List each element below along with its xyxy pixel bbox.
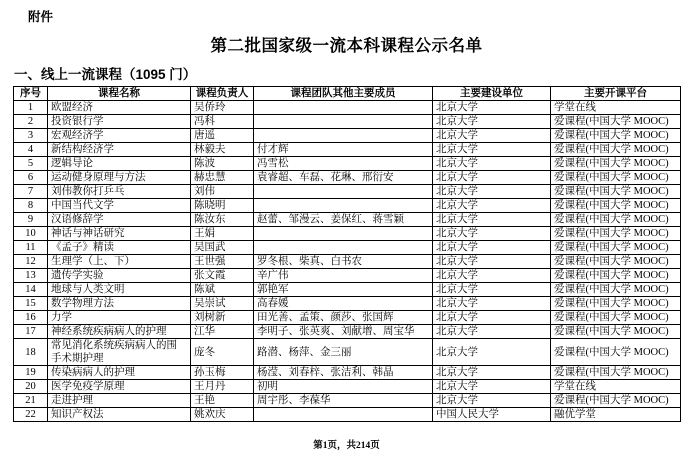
cell-members bbox=[254, 185, 433, 199]
table-row bbox=[14, 143, 681, 157]
cell-no: 2 bbox=[14, 115, 48, 129]
table-row bbox=[14, 311, 681, 325]
cell-leader: 吴国武 bbox=[191, 241, 254, 255]
cell-no: 1 bbox=[14, 101, 48, 115]
cell-course: 运动健身原理与方法 bbox=[48, 171, 191, 185]
cell-unit: 北京大学 bbox=[433, 339, 551, 366]
cell-platform: 爱课程(中国大学 MOOC) bbox=[551, 394, 681, 408]
cell-no: 12 bbox=[14, 255, 48, 269]
cell-unit: 北京大学 bbox=[433, 199, 551, 213]
cell-platform: 爱课程(中国大学 MOOC) bbox=[551, 157, 681, 171]
cell-members: 袁睿超、车磊、花琳、邢衍安 bbox=[254, 171, 433, 185]
cell-platform: 爱课程(中国大学 MOOC) bbox=[551, 227, 681, 241]
cell-platform: 爱课程(中国大学 MOOC) bbox=[551, 171, 681, 185]
cell-unit: 北京大学 bbox=[433, 325, 551, 339]
cell-no: 20 bbox=[14, 380, 48, 394]
cell-no: 3 bbox=[14, 129, 48, 143]
cell-no: 15 bbox=[14, 297, 48, 311]
cell-platform: 爱课程(中国大学 MOOC) bbox=[551, 115, 681, 129]
cell-members: 初明 bbox=[254, 380, 433, 394]
cell-course: 走进护理 bbox=[48, 394, 191, 408]
cell-leader: 张文霞 bbox=[191, 269, 254, 283]
cell-members bbox=[254, 227, 433, 241]
cell-leader: 冯科 bbox=[191, 115, 254, 129]
cell-members bbox=[254, 115, 433, 129]
cell-members: 赵蕾、邹漫云、姜保红、蒋雪颖 bbox=[254, 213, 433, 227]
cell-course: 宏观经济学 bbox=[48, 129, 191, 143]
cell-members: 罗冬根、柴真、白书农 bbox=[254, 255, 433, 269]
cell-unit: 北京大学 bbox=[433, 269, 551, 283]
cell-no: 19 bbox=[14, 366, 48, 380]
cell-unit: 北京大学 bbox=[433, 143, 551, 157]
cell-course: 神经系统疾病病人的护理 bbox=[48, 325, 191, 339]
cell-platform: 爱课程(中国大学 MOOC) bbox=[551, 366, 681, 380]
cell-members: 杨滢、刘春梓、张洁利、韩晶 bbox=[254, 366, 433, 380]
cell-course: 刘伟教你打乒乓 bbox=[48, 185, 191, 199]
cell-unit: 北京大学 bbox=[433, 366, 551, 380]
cell-platform: 学堂在线 bbox=[551, 101, 681, 115]
cell-unit: 北京大学 bbox=[433, 185, 551, 199]
cell-leader: 吴崇试 bbox=[191, 297, 254, 311]
cell-unit: 北京大学 bbox=[433, 115, 551, 129]
table-row bbox=[14, 380, 681, 394]
cell-no: 8 bbox=[14, 199, 48, 213]
cell-platform: 爱课程(中国大学 MOOC) bbox=[551, 325, 681, 339]
table-row bbox=[14, 394, 681, 408]
cell-members bbox=[254, 129, 433, 143]
cell-no: 6 bbox=[14, 171, 48, 185]
cell-leader: 陈波 bbox=[191, 157, 254, 171]
cell-course: 力学 bbox=[48, 311, 191, 325]
cell-leader: 林毅夫 bbox=[191, 143, 254, 157]
cell-members: 周宇彤、李葆华 bbox=[254, 394, 433, 408]
section-heading: 一、线上一流课程（1095 门） bbox=[14, 67, 197, 82]
cell-platform: 学堂在线 bbox=[551, 380, 681, 394]
table-row bbox=[14, 115, 681, 129]
cell-no: 17 bbox=[14, 325, 48, 339]
cell-no: 7 bbox=[14, 185, 48, 199]
table-row bbox=[14, 269, 681, 283]
cell-members: 辛广伟 bbox=[254, 269, 433, 283]
table-row bbox=[14, 185, 681, 199]
table-row bbox=[14, 339, 681, 366]
cell-no: 5 bbox=[14, 157, 48, 171]
cell-course: 数学物理方法 bbox=[48, 297, 191, 311]
table-body bbox=[14, 101, 681, 422]
cell-unit: 中国人民大学 bbox=[433, 408, 551, 422]
cell-unit: 北京大学 bbox=[433, 101, 551, 115]
cell-course: 传染病病人的护理 bbox=[48, 366, 191, 380]
table-row bbox=[14, 297, 681, 311]
cell-no: 13 bbox=[14, 269, 48, 283]
cell-course: 遗传学实验 bbox=[48, 269, 191, 283]
cell-no: 4 bbox=[14, 143, 48, 157]
table-row bbox=[14, 283, 681, 297]
cell-members bbox=[254, 241, 433, 255]
cell-platform: 爱课程(中国大学 MOOC) bbox=[551, 143, 681, 157]
cell-platform: 融优学堂 bbox=[551, 408, 681, 422]
table-row bbox=[14, 366, 681, 380]
table-row bbox=[14, 213, 681, 227]
cell-platform: 爱课程(中国大学 MOOC) bbox=[551, 129, 681, 143]
cell-course: 知识产权法 bbox=[48, 408, 191, 422]
cell-platform: 爱课程(中国大学 MOOC) bbox=[551, 297, 681, 311]
cell-course: 新结构经济学 bbox=[48, 143, 191, 157]
cell-course: 汉语修辞学 bbox=[48, 213, 191, 227]
column-header-no: 序号 bbox=[14, 87, 48, 101]
cell-members: 李明子、张英爽、刘献增、周宝华 bbox=[254, 325, 433, 339]
column-header-members: 课程团队其他主要成员 bbox=[254, 87, 433, 101]
cell-leader: 姚欢庆 bbox=[191, 408, 254, 422]
cell-course: 欧盟经济 bbox=[48, 101, 191, 115]
cell-members: 冯雪松 bbox=[254, 157, 433, 171]
cell-unit: 北京大学 bbox=[433, 297, 551, 311]
cell-unit: 北京大学 bbox=[433, 227, 551, 241]
cell-members: 郭艳军 bbox=[254, 283, 433, 297]
table-row bbox=[14, 199, 681, 213]
cell-no: 16 bbox=[14, 311, 48, 325]
cell-platform: 爱课程(中国大学 MOOC) bbox=[551, 339, 681, 366]
cell-course: 医学免疫学原理 bbox=[48, 380, 191, 394]
cell-course: 《孟子》精读 bbox=[48, 241, 191, 255]
column-header-unit: 主要建设单位 bbox=[433, 87, 551, 101]
cell-platform: 爱课程(中国大学 MOOC) bbox=[551, 199, 681, 213]
table-header-row bbox=[14, 87, 681, 101]
cell-course: 地球与人类文明 bbox=[48, 283, 191, 297]
cell-no: 14 bbox=[14, 283, 48, 297]
cell-leader: 吴侨玲 bbox=[191, 101, 254, 115]
cell-unit: 北京大学 bbox=[433, 171, 551, 185]
table-row bbox=[14, 129, 681, 143]
cell-course: 中国当代文学 bbox=[48, 199, 191, 213]
cell-unit: 北京大学 bbox=[433, 380, 551, 394]
page-title: 第二批国家级一流本科课程公示名单 bbox=[210, 36, 483, 55]
cell-leader: 陈斌 bbox=[191, 283, 254, 297]
column-header-leader: 课程负责人 bbox=[191, 87, 254, 101]
page-footer: 第1页，共214页 bbox=[313, 441, 380, 451]
cell-leader: 刘树新 bbox=[191, 311, 254, 325]
cell-platform: 爱课程(中国大学 MOOC) bbox=[551, 255, 681, 269]
cell-unit: 北京大学 bbox=[433, 213, 551, 227]
cell-course: 投资银行学 bbox=[48, 115, 191, 129]
cell-members bbox=[254, 408, 433, 422]
cell-course: 生理学（上、下） bbox=[48, 255, 191, 269]
cell-platform: 爱课程(中国大学 MOOC) bbox=[551, 185, 681, 199]
table-row bbox=[14, 325, 681, 339]
cell-leader: 陈晓明 bbox=[191, 199, 254, 213]
cell-no: 10 bbox=[14, 227, 48, 241]
cell-no: 22 bbox=[14, 408, 48, 422]
cell-platform: 爱课程(中国大学 MOOC) bbox=[551, 269, 681, 283]
cell-members: 路潜、杨萍、金三丽 bbox=[254, 339, 433, 366]
table-row bbox=[14, 255, 681, 269]
cell-unit: 北京大学 bbox=[433, 129, 551, 143]
cell-leader: 赫忠慧 bbox=[191, 171, 254, 185]
cell-members: 田光善、孟策、颜莎、张国辉 bbox=[254, 311, 433, 325]
cell-leader: 唐遥 bbox=[191, 129, 254, 143]
cell-unit: 北京大学 bbox=[433, 157, 551, 171]
table-row bbox=[14, 157, 681, 171]
table-row bbox=[14, 408, 681, 422]
cell-members: 高春媛 bbox=[254, 297, 433, 311]
cell-members bbox=[254, 199, 433, 213]
cell-leader: 王艳 bbox=[191, 394, 254, 408]
attachment-label: 附件 bbox=[28, 10, 54, 24]
cell-members: 付才辉 bbox=[254, 143, 433, 157]
cell-course: 常见消化系统疾病病人的围手术期护理 bbox=[48, 339, 191, 366]
cell-no: 9 bbox=[14, 213, 48, 227]
cell-platform: 爱课程(中国大学 MOOC) bbox=[551, 283, 681, 297]
table-row bbox=[14, 227, 681, 241]
column-header-platform: 主要开课平台 bbox=[551, 87, 681, 101]
cell-unit: 北京大学 bbox=[433, 283, 551, 297]
cell-unit: 北京大学 bbox=[433, 241, 551, 255]
cell-platform: 爱课程(中国大学 MOOC) bbox=[551, 241, 681, 255]
cell-leader: 刘伟 bbox=[191, 185, 254, 199]
cell-leader: 庞冬 bbox=[191, 339, 254, 366]
cell-unit: 北京大学 bbox=[433, 255, 551, 269]
cell-no: 11 bbox=[14, 241, 48, 255]
cell-platform: 爱课程(中国大学 MOOC) bbox=[551, 213, 681, 227]
cell-no: 18 bbox=[14, 339, 48, 366]
cell-course: 逻辑导论 bbox=[48, 157, 191, 171]
cell-leader: 王月丹 bbox=[191, 380, 254, 394]
table-row bbox=[14, 171, 681, 185]
table-row bbox=[14, 241, 681, 255]
cell-unit: 北京大学 bbox=[433, 311, 551, 325]
cell-leader: 陈汝东 bbox=[191, 213, 254, 227]
course-table bbox=[13, 86, 681, 422]
cell-unit: 北京大学 bbox=[433, 394, 551, 408]
cell-leader: 孙玉梅 bbox=[191, 366, 254, 380]
column-header-course: 课程名称 bbox=[48, 87, 191, 101]
cell-platform: 爱课程(中国大学 MOOC) bbox=[551, 311, 681, 325]
cell-leader: 王娟 bbox=[191, 227, 254, 241]
cell-members bbox=[254, 101, 433, 115]
cell-no: 21 bbox=[14, 394, 48, 408]
cell-course: 神话与神话研究 bbox=[48, 227, 191, 241]
cell-leader: 江华 bbox=[191, 325, 254, 339]
cell-leader: 王世强 bbox=[191, 255, 254, 269]
table-row bbox=[14, 101, 681, 115]
